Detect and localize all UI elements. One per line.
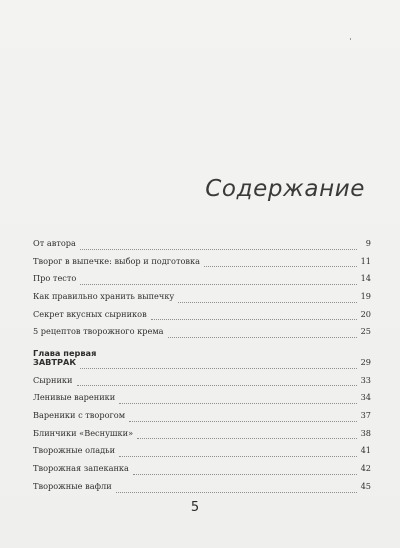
toc-entry[interactable] — [33, 445, 371, 463]
toc-entry-label: От автора — [33, 238, 76, 248]
leader-dots — [137, 438, 356, 439]
toc-entry[interactable] — [33, 375, 371, 393]
leader-dots — [80, 249, 357, 250]
leader-dots — [204, 266, 357, 267]
toc-entry[interactable] — [33, 481, 371, 499]
toc-entry-page: 45 — [360, 480, 371, 491]
toc-entry[interactable] — [33, 463, 371, 481]
chapter-label: Глава первая — [33, 348, 97, 358]
toc-entry-page: 33 — [360, 374, 371, 385]
toc-entry[interactable] — [33, 428, 371, 446]
print-mark — [350, 38, 351, 40]
toc-entry-page: 11 — [360, 255, 371, 266]
leader-dots — [119, 456, 356, 457]
toc-entry-label: Творожные оладьи — [33, 445, 116, 456]
toc-entry-label: Блинчики «Веснушки» — [33, 427, 134, 438]
toc-section-intro — [33, 238, 371, 344]
leader-dots — [129, 421, 356, 422]
toc-entry-label: Творожная запеканка — [33, 463, 129, 474]
toc-entry-page: 38 — [360, 427, 371, 438]
toc-entry-label: ЗАВТРАК — [33, 357, 77, 367]
toc-entry-label: Вареники с творогом — [33, 410, 126, 421]
toc-entry-page: 20 — [360, 308, 371, 319]
leader-dots — [116, 492, 357, 493]
toc-entry[interactable] — [33, 273, 371, 291]
toc-entry[interactable] — [33, 392, 371, 410]
leader-dots — [168, 337, 357, 338]
toc-entry-label: Творог в выпечке: выбор и подготовка — [33, 255, 201, 266]
toc-entry-label: Про тесто — [33, 273, 77, 284]
toc-entry-page: 37 — [360, 410, 371, 421]
toc-section-breakfast — [33, 357, 371, 499]
toc-entry-label: Сырники — [33, 374, 73, 385]
toc-entry[interactable] — [33, 238, 371, 256]
toc-entry[interactable] — [33, 309, 371, 327]
leader-dots — [80, 368, 357, 369]
toc-entry-page: 19 — [360, 291, 371, 302]
toc-entry-page: 25 — [360, 326, 371, 337]
toc-entry-page: 14 — [360, 273, 371, 284]
toc-entry-label: 5 рецептов творожного крема — [33, 326, 164, 337]
toc-entry-page: 41 — [360, 445, 371, 456]
toc-entry[interactable] — [33, 291, 371, 309]
toc-entry[interactable] — [33, 326, 371, 344]
leader-dots — [77, 385, 357, 386]
toc-entry-label: Секрет вкусных сырников — [33, 308, 147, 319]
toc-entry-label: Творожные вафли — [33, 480, 112, 491]
toc-entry-label: Как правильно хранить выпечку — [33, 291, 175, 302]
toc-entry-page: 34 — [360, 392, 371, 403]
page-number: 5 — [190, 500, 200, 515]
toc-entry-page: 42 — [360, 463, 371, 474]
toc-entry[interactable] — [33, 410, 371, 428]
leader-dots — [119, 403, 356, 404]
leader-dots — [133, 474, 357, 475]
leader-dots — [80, 284, 356, 285]
toc-chapter-entry[interactable] — [33, 357, 371, 375]
toc-entry[interactable] — [33, 256, 371, 274]
leader-dots — [151, 319, 357, 320]
toc-entry-page: 29 — [360, 357, 371, 367]
leader-dots — [178, 302, 356, 303]
toc-entry-page: 9 — [365, 238, 371, 248]
toc-entry-label: Ленивые вареники — [33, 392, 116, 403]
page-title: Содержание — [205, 176, 365, 202]
